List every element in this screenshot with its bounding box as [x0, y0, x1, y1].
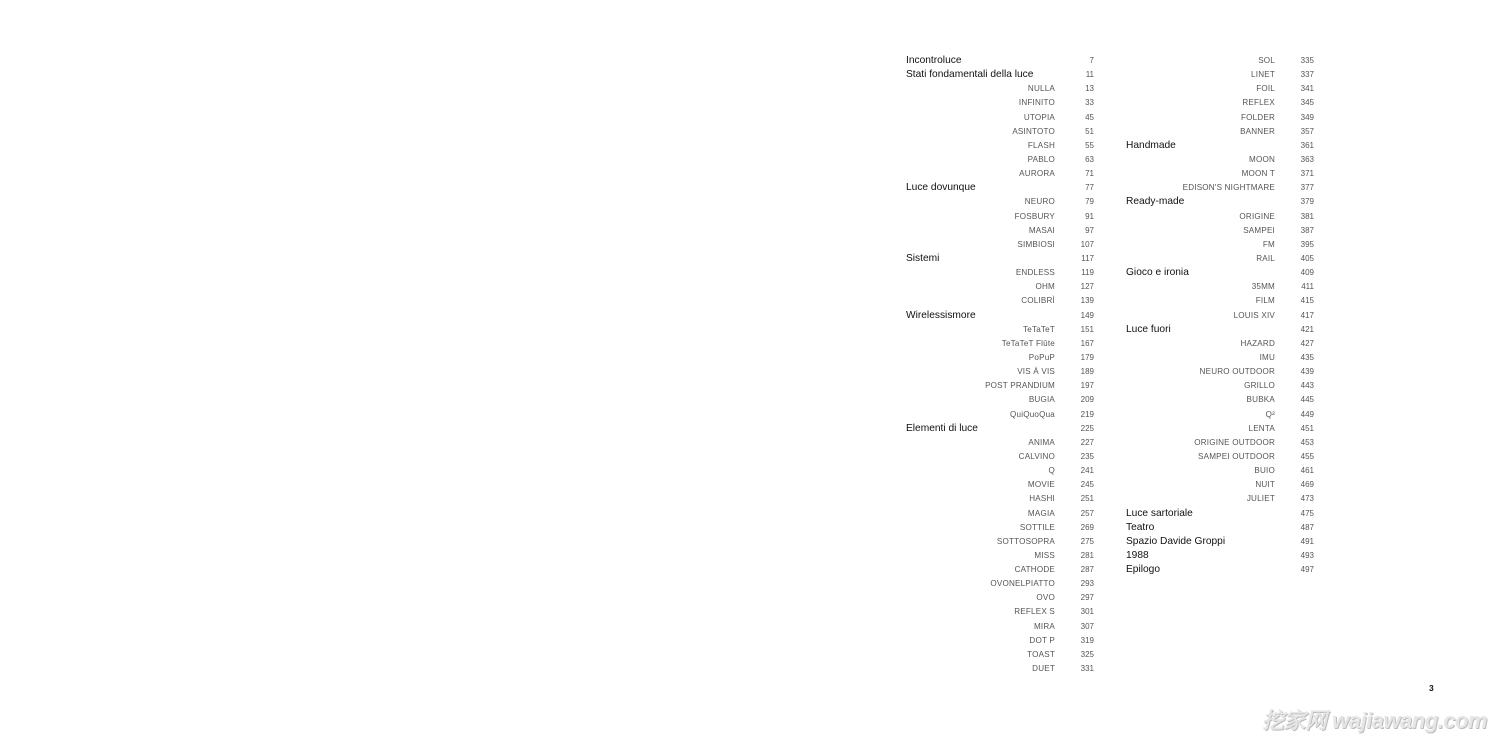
toc-item-title: LOUIS XIV: [1233, 310, 1275, 320]
toc-item-title: SIMBIOSI: [1017, 239, 1055, 249]
toc-item-row: [906, 238, 1094, 252]
toc-item-title: INFINITO: [1018, 98, 1055, 108]
toc-item-row: [906, 379, 1094, 393]
toc-section-title: Stati fondamentali della luce: [906, 69, 1034, 81]
toc-item-title: FILM: [1255, 296, 1275, 306]
toc-page-number: 257: [1080, 508, 1094, 518]
toc-item-row: [1126, 96, 1314, 110]
toc-item-row: [906, 111, 1094, 125]
toc-item-row: [906, 393, 1094, 407]
toc-item-title: FOIL: [1256, 84, 1275, 94]
toc-item-title: ANIMA: [1028, 437, 1055, 447]
toc-item-title: TOAST: [1027, 649, 1055, 659]
toc-section-title: Sistemi: [906, 252, 940, 264]
toc-item-title: MOON T: [1241, 169, 1275, 179]
toc-item-row: [1126, 365, 1314, 379]
toc-section-title: Handmade: [1126, 139, 1176, 151]
toc-section-row: [906, 252, 1094, 266]
toc-item-title: GRILLO: [1244, 381, 1275, 391]
toc-page-number: 11: [1085, 70, 1094, 80]
toc-item-row: [906, 323, 1094, 337]
toc-page-number: 451: [1300, 423, 1314, 433]
toc-page-number: 427: [1300, 338, 1314, 348]
toc-item-row: [906, 195, 1094, 209]
toc-page-number: 167: [1080, 338, 1094, 348]
toc-page-number: 455: [1300, 451, 1314, 461]
toc-page-number: 251: [1080, 494, 1094, 504]
toc-section-row: [1126, 521, 1314, 535]
toc-page-number: 51: [1085, 126, 1094, 136]
toc-item-row: [906, 620, 1094, 634]
toc-item-row: [906, 82, 1094, 96]
toc-page-number: 331: [1080, 664, 1094, 674]
toc-item-title: VIS À VIS: [1017, 367, 1055, 377]
toc-item-row: [1126, 422, 1314, 436]
toc-page-number: 335: [1300, 56, 1314, 65]
toc-page-number: 409: [1300, 268, 1314, 278]
toc-page-number: 245: [1080, 480, 1094, 490]
toc-item-title: HAZARD: [1240, 338, 1275, 348]
toc-item-title: ORIGINE OUTDOOR: [1194, 437, 1275, 447]
toc-page-number: 235: [1080, 451, 1094, 461]
toc-item-row: [1126, 492, 1314, 506]
toc-item-title: DUET: [1032, 664, 1055, 674]
toc-page-number: 445: [1300, 395, 1314, 405]
toc-page-number: 179: [1080, 352, 1094, 362]
toc-item-title: BANNER: [1240, 126, 1275, 136]
toc-section-title: Luce fuori: [1126, 323, 1171, 335]
toc-item-title: HASHI: [1029, 494, 1055, 504]
toc-page-number: 139: [1080, 296, 1094, 306]
toc-item-title: MIRA: [1033, 621, 1055, 631]
toc-page-number: 493: [1300, 550, 1314, 560]
toc-page-number: 319: [1080, 635, 1094, 645]
toc-item-row: [1126, 82, 1314, 96]
toc-page-number: 325: [1080, 649, 1094, 659]
toc-page-number: 405: [1300, 253, 1314, 263]
toc-item-row: [1126, 210, 1314, 224]
toc-item-row: [1126, 111, 1314, 125]
toc-section-title: Gioco e ironia: [1126, 267, 1189, 279]
toc-item-row: [906, 478, 1094, 492]
toc-section-title: Teatro: [1126, 521, 1155, 533]
toc-page-number: 189: [1080, 367, 1094, 377]
toc-item-title: SAMPEI: [1243, 225, 1275, 235]
toc-item-row: [1126, 54, 1314, 68]
toc-item-row: [1126, 68, 1314, 82]
toc-page-number: 149: [1080, 310, 1094, 320]
toc-item-title: CATHODE: [1014, 565, 1055, 575]
toc-page-number: 227: [1080, 437, 1094, 447]
toc-page-number: 469: [1300, 480, 1314, 490]
toc-page-number: 275: [1080, 536, 1094, 546]
toc-item-row: [906, 224, 1094, 238]
toc-section-row: [1126, 549, 1314, 563]
toc-section-title: Luce dovunque: [906, 182, 976, 194]
toc-item-title: COLIBRÌ: [1021, 296, 1055, 306]
toc-item-row: [906, 464, 1094, 478]
toc-item-title: UTOPIA: [1023, 112, 1055, 122]
toc-item-row: [1126, 450, 1314, 464]
toc-page-number: 77: [1085, 183, 1094, 193]
toc-item-title: NEURO: [1024, 197, 1055, 207]
toc-page-number: 341: [1300, 84, 1314, 94]
toc-item-row: [906, 605, 1094, 619]
toc-page-number: 417: [1300, 310, 1314, 320]
toc-item-title: MOON: [1249, 154, 1275, 164]
toc-item-row: [1126, 478, 1314, 492]
toc-page-number: 379: [1300, 197, 1314, 207]
toc-item-row: [906, 408, 1094, 422]
toc-item-title: MASAI: [1028, 225, 1055, 235]
toc-item-title: REFLEX: [1242, 98, 1275, 108]
toc-item-row: [906, 96, 1094, 110]
toc-page-number: 371: [1300, 169, 1314, 179]
toc-item-title: ORIGINE: [1239, 211, 1275, 221]
toc-page-number: 449: [1300, 409, 1314, 419]
toc-page-number: 357: [1300, 126, 1314, 136]
toc-item-title: FM: [1262, 239, 1275, 249]
toc-item-row: [906, 125, 1094, 139]
toc-item-row: [906, 167, 1094, 181]
toc-item-row: [1126, 280, 1314, 294]
toc-item-row: [1126, 379, 1314, 393]
toc-page-number: 487: [1300, 522, 1314, 532]
toc-item-row: [1126, 153, 1314, 167]
toc-item-row: [906, 492, 1094, 506]
toc-section-title: Incontroluce: [906, 55, 962, 66]
toc-item-title: LENTA: [1248, 423, 1275, 433]
toc-page-number: 345: [1300, 98, 1314, 108]
toc-page-number: 287: [1080, 565, 1094, 575]
toc-item-title: 35MM: [1251, 282, 1275, 292]
toc-section-row: [1126, 266, 1314, 280]
toc-page-number: 33: [1085, 98, 1094, 108]
toc-item-title: SOTTOSOPRA: [996, 536, 1055, 546]
toc-page-number: 119: [1081, 268, 1094, 278]
toc-item-title: BUIO: [1254, 466, 1275, 476]
toc-page-number: 461: [1300, 466, 1314, 476]
toc-item-row: [906, 294, 1094, 308]
toc-page-number: 439: [1300, 367, 1314, 377]
toc-item-row: [906, 436, 1094, 450]
toc-item-row: [906, 153, 1094, 167]
toc-item-title: REFLEX S: [1014, 607, 1055, 617]
toc-page-number: 45: [1085, 112, 1094, 122]
toc-item-row: [906, 662, 1094, 676]
toc-item-row: [1126, 464, 1314, 478]
page-number: 3: [1429, 683, 1434, 693]
toc-section-row: [906, 422, 1094, 436]
toc-page-number: 443: [1300, 381, 1314, 391]
toc-item-title: Q²: [1265, 409, 1275, 419]
toc-page-number: 395: [1300, 239, 1314, 249]
toc-item-title: QuiQuoQua: [1010, 409, 1055, 419]
toc-page-number: 381: [1300, 211, 1314, 221]
toc-page-number: 55: [1085, 140, 1094, 150]
toc-item-row: [1126, 408, 1314, 422]
toc-item-title: AURORA: [1019, 169, 1055, 179]
toc-item-row: [906, 139, 1094, 153]
toc-page-number: 127: [1080, 282, 1094, 292]
toc-page-number: 337: [1300, 70, 1314, 80]
toc-page-number: 71: [1085, 169, 1094, 179]
toc-section-row: [1126, 323, 1314, 337]
toc-item-title: NULLA: [1027, 84, 1055, 94]
toc-section-row: [906, 54, 1094, 68]
toc-section-title: Luce sartoriale: [1126, 507, 1193, 519]
toc-page-number: 13: [1085, 84, 1094, 94]
toc-item-row: [1126, 167, 1314, 181]
toc-page-number: 307: [1080, 621, 1094, 631]
toc-item-title: PABLO: [1027, 154, 1055, 164]
toc-page-number: 107: [1080, 239, 1094, 249]
toc-page-number: 219: [1080, 409, 1094, 419]
toc-section-row: [1126, 563, 1314, 577]
toc-section-row: [1126, 139, 1314, 153]
toc-page-number: 281: [1080, 550, 1094, 560]
toc-page-number: 293: [1080, 579, 1094, 589]
toc-column-right: [1126, 54, 1314, 577]
toc-page-number: 117: [1081, 253, 1094, 263]
toc-item-row: [906, 563, 1094, 577]
toc-section-title: 1988: [1126, 549, 1149, 561]
toc-section-title: Ready-made: [1126, 196, 1185, 208]
toc-section-row: [906, 309, 1094, 323]
toc-page-number: 377: [1300, 183, 1314, 193]
toc-item-row: [1126, 436, 1314, 450]
toc-item-row: [906, 266, 1094, 280]
toc-item-title: OVONELPIATTO: [990, 579, 1055, 589]
toc-section-title: Elementi di luce: [906, 422, 978, 434]
toc-item-title: MOVIE: [1027, 480, 1055, 490]
toc-item-row: [906, 507, 1094, 521]
toc-item-title: POST PRANDIUM: [985, 381, 1055, 391]
toc-page-number: 453: [1300, 437, 1314, 447]
toc-page-number: 91: [1085, 211, 1094, 221]
toc-item-row: [906, 521, 1094, 535]
toc-item-row: [906, 337, 1094, 351]
toc-page-number: 361: [1300, 140, 1314, 150]
toc-page-number: 97: [1085, 225, 1094, 235]
toc-page-number: 475: [1300, 508, 1314, 518]
toc-item-title: Q: [1048, 466, 1055, 476]
toc-page-number: 269: [1080, 522, 1094, 532]
toc-item-title: FOLDER: [1240, 112, 1275, 122]
toc-item-title: BUGIA: [1028, 395, 1055, 405]
toc-section-title: Wirelessismore: [906, 309, 976, 321]
toc-page-number: 473: [1300, 494, 1314, 504]
toc-item-title: BUBKA: [1246, 395, 1275, 405]
toc-page-number: 79: [1085, 197, 1094, 207]
toc-item-title: EDISON'S NIGHTMARE: [1182, 183, 1275, 193]
toc-page-number: 491: [1300, 536, 1314, 546]
toc-item-title: MISS: [1034, 550, 1055, 560]
watermark: 挖家网 wajiawang.com: [1262, 708, 1487, 733]
toc-item-row: [1126, 238, 1314, 252]
toc-item-title: SAMPEI OUTDOOR: [1198, 451, 1275, 461]
toc-page-number: 349: [1300, 112, 1314, 122]
toc-item-row: [906, 351, 1094, 365]
toc-item-row: [906, 450, 1094, 464]
toc-page-number: 297: [1080, 593, 1094, 603]
toc-section-row: [1126, 195, 1314, 209]
toc-item-row: [1126, 224, 1314, 238]
toc-section-row: [906, 68, 1094, 82]
toc-page-number: 387: [1300, 225, 1314, 235]
toc-item-title: RAIL: [1256, 253, 1275, 263]
toc-item-title: TeTaTeT Flûte: [1001, 338, 1055, 348]
toc-page-number: 415: [1300, 296, 1314, 306]
toc-item-title: LINET: [1251, 70, 1275, 80]
toc-item-title: PoPuP: [1028, 352, 1055, 362]
toc-item-title: OVO: [1036, 593, 1055, 603]
toc-item-row: [906, 210, 1094, 224]
toc-item-row: [1126, 351, 1314, 365]
toc-item-title: TeTaTeT: [1023, 324, 1055, 334]
toc-page-number: 197: [1080, 381, 1094, 391]
toc-page-number: 411: [1301, 282, 1314, 292]
toc-page-number: 241: [1080, 466, 1094, 476]
toc-section-row: [1126, 535, 1314, 549]
toc-item-title: ASINTOTO: [1012, 126, 1055, 136]
toc-item-row: [1126, 337, 1314, 351]
toc-page-number: 421: [1300, 324, 1314, 334]
toc-section-title: Spazio Davide Groppi: [1126, 535, 1226, 547]
toc-item-title: NEURO OUTDOOR: [1199, 367, 1275, 377]
toc-item-row: [906, 280, 1094, 294]
toc-page-number: 63: [1085, 154, 1094, 164]
toc-item-row: [906, 535, 1094, 549]
toc-column-left: [906, 54, 1094, 676]
toc-item-title: NUIT: [1255, 480, 1275, 490]
toc-item-title: IMU: [1259, 352, 1275, 362]
toc-item-row: [1126, 309, 1314, 323]
toc-section-row: [906, 181, 1094, 195]
toc-section-row: [1126, 507, 1314, 521]
toc-item-row: [1126, 125, 1314, 139]
toc-item-title: SOTTILE: [1019, 522, 1055, 532]
toc-page-number: 7: [1089, 56, 1094, 65]
toc-item-row: [906, 634, 1094, 648]
toc-item-title: FOSBURY: [1014, 211, 1055, 221]
toc-page-number: 209: [1080, 395, 1094, 405]
toc-item-title: MAGIA: [1027, 508, 1055, 518]
toc-page-number: 497: [1300, 565, 1314, 575]
toc-item-title: DOT P: [1029, 635, 1055, 645]
toc-item-row: [1126, 393, 1314, 407]
toc-item-row: [906, 577, 1094, 591]
toc-page-number: 301: [1080, 607, 1094, 617]
toc-item-title: SOL: [1258, 56, 1275, 65]
toc-item-row: [906, 648, 1094, 662]
toc-item-row: [1126, 252, 1314, 266]
toc-item-row: [906, 365, 1094, 379]
toc-item-title: ENDLESS: [1015, 268, 1055, 278]
toc-section-title: Epilogo: [1126, 564, 1160, 576]
toc-page-number: 435: [1300, 352, 1314, 362]
toc-item-row: [906, 591, 1094, 605]
toc-item-row: [1126, 181, 1314, 195]
toc-page-number: 225: [1080, 423, 1094, 433]
toc-page-number: 363: [1300, 154, 1314, 164]
toc-item-title: JULIET: [1246, 494, 1275, 504]
toc-item-row: [906, 549, 1094, 563]
toc-item-row: [1126, 294, 1314, 308]
toc-item-title: CALVINO: [1018, 451, 1055, 461]
toc-page-number: 151: [1080, 324, 1094, 334]
toc-item-title: FLASH: [1027, 140, 1055, 150]
toc-item-title: OHM: [1035, 282, 1055, 292]
